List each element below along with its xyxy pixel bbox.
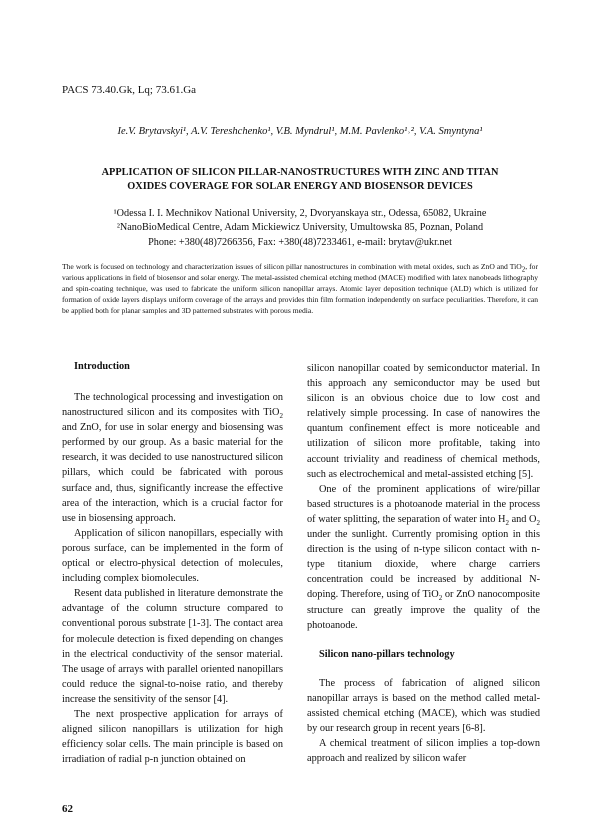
title-line-1: APPLICATION OF SILICON PILLAR-NANOSTRUCTURES WITH ZINC AND TITAN bbox=[101, 167, 499, 178]
page-number: 62 bbox=[62, 803, 73, 815]
intro-paragraph-4: The next prospective application for arrays of aligned silicon nanopillars is utilization for high efficiency solar cells. The main principle is based on irradiation of radial p-n junction obtained on bbox=[62, 708, 283, 766]
affiliation-2: ²NanoBioMedical Centre, Adam Mickiewicz University, Umultowska 85, Poznan, Poland bbox=[116, 222, 484, 234]
author-list: Ie.V. Brytavskyi¹, A.V. Tereshchenko¹, V.B. Myndrul¹, M.M. Pavlenko¹˒², V.A. Smyntyna¹ bbox=[117, 126, 483, 137]
introduction-heading: Introduction bbox=[74, 361, 130, 372]
affiliation-1: ¹Odessa I. I. Mechnikov National University, 2, Dvoryanskaya str., Odessa, 65082, Ukraine bbox=[113, 208, 487, 219]
body-paragraph-3: The process of fabrication of aligned silicon nanopillar arrays is based on the method called metal-assisted chemical etching (MACE), which was studied by our research group in recent years [6-8]. bbox=[307, 677, 540, 734]
subscript-2: 2 bbox=[505, 518, 509, 527]
body-paragraph-2: One of the prominent applications of wire/pillar based structures is a photoanode material in the process of water splitting, the separation of water into $H_2$ and $O_2$ under the sunlight. Currently promising option in this direction is the using of n-type silicon contact with n-type titanium dioxide, where charge carriers concentration could be increased by additional N-doping. Therefore, using of TiO$_2$ or ZnO nanocomposite structure can greatly improve the quality of the photoanode. bbox=[307, 483, 540, 631]
subscript-2: 2 bbox=[536, 518, 540, 527]
left-column bbox=[62, 359, 283, 767]
intro-paragraph-1: The technological processing and investigation on nanostructured silicon and its composites with TiO$_2$ and ZnO, for use in solar energy and biosensing was performed by our group. As a basic material for the research, it was decided to use nanostructured silicon pillars, which could be fabricated with porous surface and, thus, significantly increase the effective area of the interaction, which is a crucial factor for use in biosensing approach. bbox=[62, 392, 283, 524]
paper-title bbox=[56, 166, 544, 194]
body-paragraph-1: silicon nanopillar coated by semiconductor material. In this approach any semiconductor may be used but silicon is an obvious choice due to low cost and relatively simple processing. In case of nanowires the quantum confinement effect is more noticeable and utilization of silicon more profitable, taking into account triviality and readiness of chemical methods, such as electrochemical and metal-assisted etching [5]. bbox=[307, 363, 540, 480]
pacs-codes: PACS 73.40.Gk, Lq; 73.61.Ga bbox=[62, 84, 197, 96]
contact-info: Phone: +380(48)7266356, Fax: +380(48)7233461, e-mail: brytav@ukr.net bbox=[148, 236, 452, 248]
abstract-subscript: 2 bbox=[521, 265, 526, 274]
intro-paragraph-2: Application of silicon nanopillars, especially with porous surface, can be implemented in the form of optical or electro-physical detection of molecules, including complex biomolecules. bbox=[62, 527, 283, 585]
subscript-2: 2 bbox=[279, 412, 283, 421]
affiliations bbox=[40, 207, 560, 250]
abstract bbox=[62, 262, 538, 317]
intro-paragraph-3: Resent data published in literature demonstrate the advantage of the column structure compared to conventional porous substrate [1-3]. The contact area for molecule detection is fixed depending on changes in the electrical conductivity of the sensor material. The usage of arrays with parallel oriented nanopillars could reduce the signal-to-noise ratio, and thereby increase the sensitivity of the sensor [4]. bbox=[62, 588, 283, 705]
abstract-text-1: The work is focused on technology and characterization issues of silicon pillar nanostructures in combination with metal oxides, such as ZnO and TiO bbox=[62, 262, 522, 271]
right-column bbox=[307, 361, 540, 766]
title-line-2: OXIDES COVERAGE FOR SOLAR ENERGY AND BIOSENSOR DEVICES bbox=[127, 181, 473, 192]
body-paragraph-4: A chemical treatment of silicon implies a top-down approach and realized by silicon wafer bbox=[307, 738, 540, 765]
section-heading-technology: Silicon nano-pillars technology bbox=[319, 648, 455, 660]
abstract-text-2: , for various applications in field of biosensor and solar energy. The metal-assisted chemical etching method (MACE) modified with latex nanobeads lithography and spin-coating technique, was used to fabricate the uniform silicon nanopillar arrays. Atomic layer deposition technique (ALD) which is utilized for formation of oxide layers displays uniform coverage of the arrays and provides thin film formation independently on surface peculiarities. Therefore, it can be applied both for planar samples and 3D patterned substrates with porous media. bbox=[62, 262, 538, 315]
subscript-2: 2 bbox=[438, 594, 443, 603]
